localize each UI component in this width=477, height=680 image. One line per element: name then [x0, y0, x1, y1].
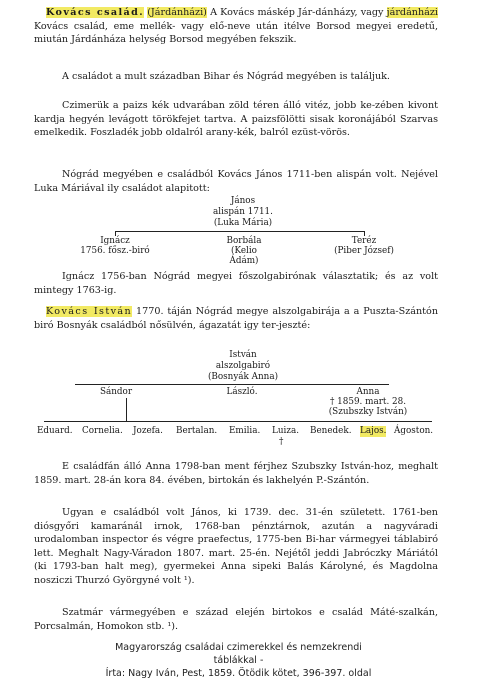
- tree1-root-title: alispán 1711.: [213, 207, 273, 217]
- paragraph-intro: [34, 6, 438, 47]
- grandchild-luiza: Luiza.: [272, 426, 299, 436]
- grandchild-benedek: Benedek.: [310, 426, 352, 436]
- paragraph-location: A családot a mult században Bihar és Nógrád megyében is találjuk.: [62, 71, 390, 82]
- alias-highlight: járdánházi: [386, 7, 438, 18]
- tree2-branch-line: [75, 384, 389, 385]
- istvan-text: 1770. táján Nógrád megye alszolgabirája a a Puszta-Szántón biró Bosnyák családból nősülvén, ágazatát igy ter-jeszté:: [34, 306, 438, 331]
- paragraph-anna: E családfán álló Anna 1798-ban ment férjhez Szubszky István-hoz, meghalt 1859. mart. 28-án kora 84. évében, birtokán és lakhelyén P.-Szántón.: [34, 461, 438, 486]
- luiza-cross: †: [279, 437, 284, 447]
- caption-line-2: Írta: Nagy Iván, Pest, 1859. Ötödik kötet, 396-397. oldal: [105, 667, 372, 679]
- tree1-child-1-name: Ignácz: [100, 236, 130, 246]
- grandchild-eduard: Eduard.: [37, 426, 73, 436]
- grandchild-emilia: Emilia.: [229, 426, 261, 436]
- tree2-root-name: István: [229, 350, 257, 360]
- grandchild-cornelia: Cornelia.: [82, 426, 123, 436]
- tree1-child-3-spouse: (Piber József): [334, 246, 394, 256]
- tree2-anna-death: † 1859. mart. 28.: [329, 397, 407, 407]
- tree2-child-anna: Anna: [356, 387, 380, 397]
- intro-text-2: Kovács család, eme mellék- vagy elő-neve után itélve Borsod megyei eredetű, miután Járdánháza helység Borsod megyében fekszik.: [34, 20, 438, 46]
- istvan-name: Kovács István: [46, 306, 133, 317]
- tree1-child-1-title: 1756. fősz.-biró: [80, 246, 150, 256]
- tree2-root-spouse: (Bosnyák Anna): [207, 372, 279, 382]
- tree1-root-name: János: [230, 196, 256, 206]
- paragraph-ignacz: Ignácz 1756-ban Nógrád megyei főszolgabirónak választatik; és az volt mintegy 1763-ig.: [34, 271, 438, 296]
- tree2-root-title: alszolgabiró: [215, 361, 271, 371]
- grandchild-lajos: Lajos.: [360, 426, 387, 436]
- tree1-child-2-name: Borbála: [226, 236, 262, 246]
- paragraph-janos: Ugyan e családból volt János, ki 1739. dec. 31-én született. 1761-ben diósgyőri kamaránál irnok, 1768-ban pénztárnok, azután a nagyváradi urodalomban inspector és végre praefectus, 1775-ben Bi-har vármegyei táblabiró lett. Meghalt Nagy-Váradon 1807. mart. 25-én. Nejétől jeddi Jabróczky Máriától (ki 1793-ban halt meg), gyermekei Anna sipeki Balás Károlyné, és Magdolna nosziczi Thurzó Györgyné volt ¹).: [34, 507, 438, 586]
- tree2-anna-spouse: (Szubszky István): [328, 407, 408, 417]
- tree1-branch-line: [115, 231, 364, 232]
- caption-line-1: Magyarország családai czimerekkel és nemzekrendi táblákkal -: [115, 642, 362, 666]
- family-alias: (Járdánházi): [147, 7, 207, 18]
- paragraph-nograd: Nógrád megyében e családból Kovács János 1711-ben alispán volt. Nejével Luka Máriával ily családot alapitott:: [34, 169, 438, 194]
- tree2-child-laszlo: László.: [226, 387, 258, 397]
- tree1-child-2-spouse-2: Ádám): [229, 256, 259, 266]
- family-name-heading: Kovács család.: [46, 7, 144, 18]
- grandchild-agoston: Ágoston.: [394, 426, 434, 436]
- tree1-root-spouse: (Luka Mária): [213, 218, 273, 228]
- source-caption: [95, 642, 382, 680]
- grandchild-bertalan: Bertalan.: [176, 426, 218, 436]
- paragraph-coat-of-arms: Czimerük a paizs kék udvarában zöld téren álló vitéz, jobb ke-zében kivont kardja hegyén levágott törökfejet tartva. A paizsfölötti sisak koronájából Szarvas emelkedik. Foszladék jobb oldalról arany-kék, balról ezüst-vörös.: [34, 100, 438, 139]
- grandchild-jozefa: Jozefa.: [133, 426, 163, 436]
- tree2-grandchildren-line: [44, 421, 432, 422]
- tree2-child-sandor: Sándor: [99, 387, 133, 397]
- tree1-child-2-spouse: (Kelio: [231, 246, 257, 256]
- tree1-child-3-name: Teréz: [351, 236, 377, 246]
- paragraph-szatmar: Szatmár vármegyében e század elején birtokos e család Máté-szalkán, Porcsalmán, Homokon stb. ¹).: [34, 607, 438, 632]
- tree2-sandor-drop: [126, 398, 127, 421]
- intro-text-1: A Kovács máskép Jár-dánházy, vagy: [206, 7, 387, 18]
- paragraph-istvan: [34, 305, 438, 332]
